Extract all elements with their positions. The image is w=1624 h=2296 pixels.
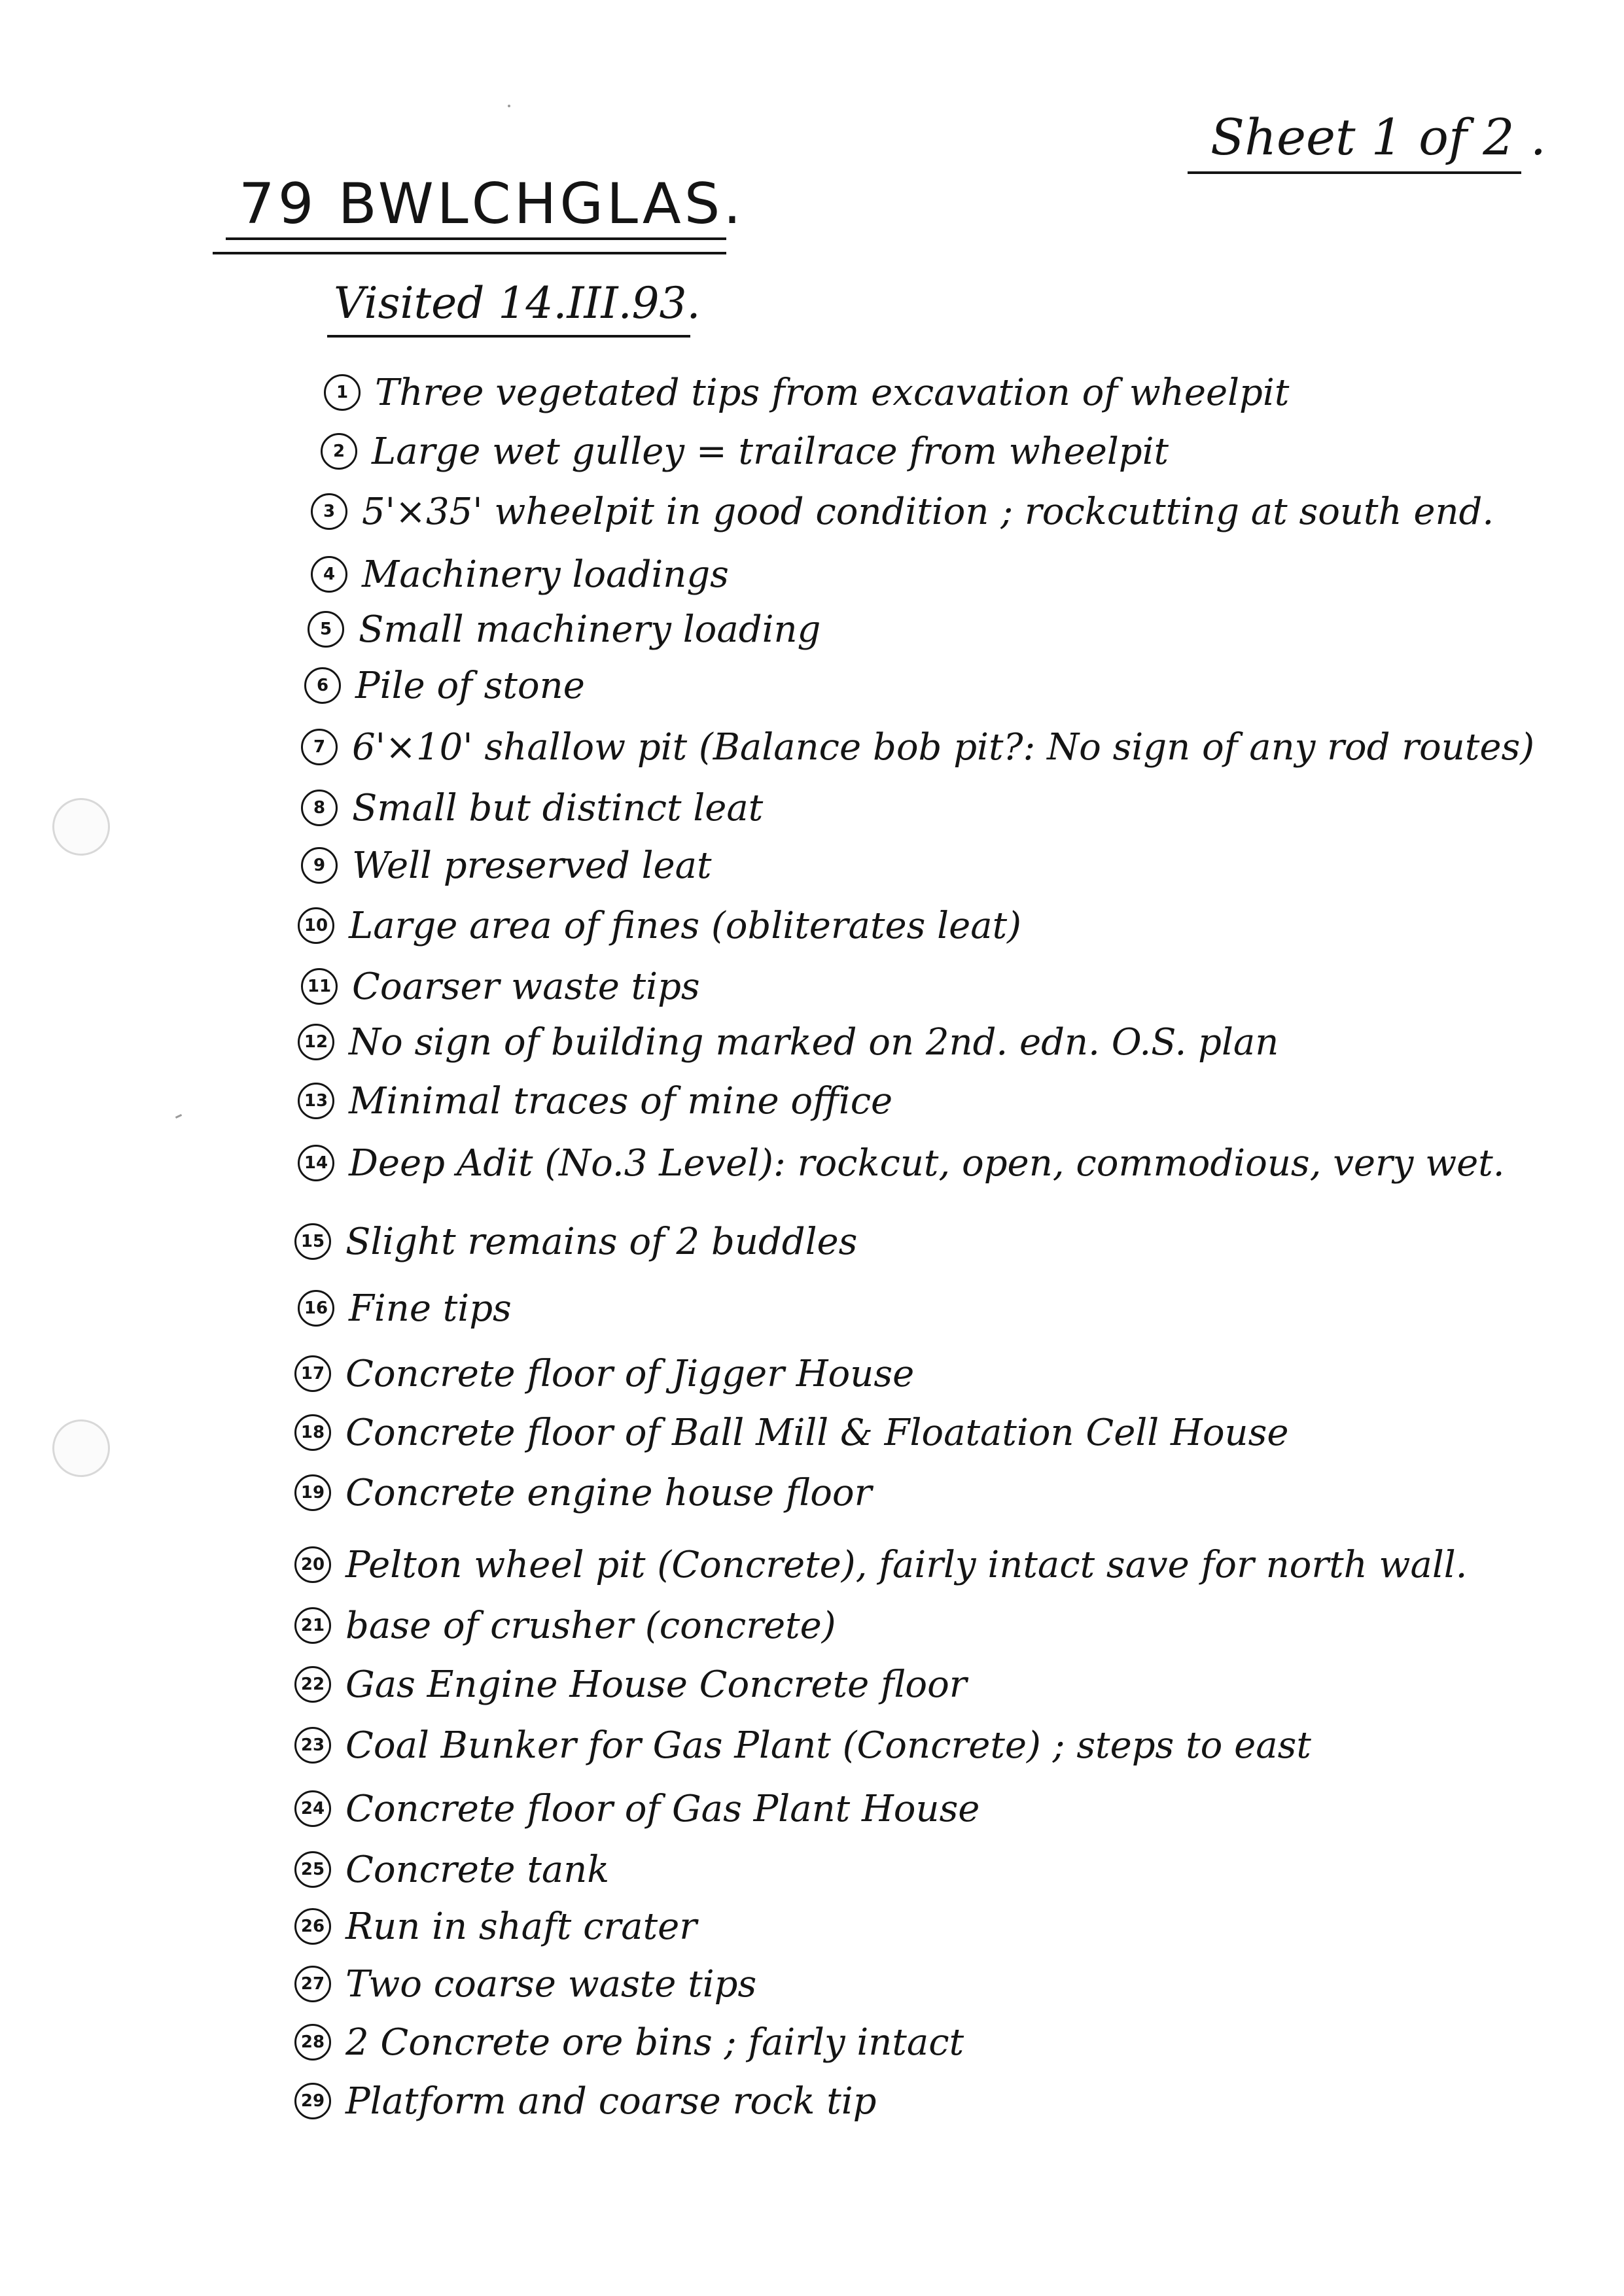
item-number: 20 [294,1546,331,1583]
sheet-number: Sheet 1 of 2 . [1210,108,1546,166]
visit-date: Visited 14.III.93. [334,278,701,328]
list-item [294,1783,980,1835]
list-item [294,2016,964,2068]
list-item [298,1282,512,1334]
item-number: 2 [321,433,357,470]
item-text: Run in shaft crater [345,1905,697,1948]
list-item [298,899,1021,952]
list-item [311,485,1494,538]
item-text: Machinery loadings [362,553,729,596]
list-item [321,425,1169,478]
list-item [304,659,585,712]
list-item [301,782,763,834]
item-number: 13 [298,1083,334,1119]
list-item [301,839,712,892]
item-text: Minimal traces of mine office [349,1079,893,1122]
list-item [294,2075,876,2127]
item-number: 11 [301,968,338,1005]
item-number: 21 [294,1607,331,1644]
list-item [294,1843,609,1896]
item-text: Concrete engine house floor [345,1471,872,1514]
list-item [294,1958,756,2010]
item-number: 25 [294,1851,331,1888]
list-item [294,1348,914,1400]
list-item [301,960,700,1013]
item-text: Large area of fines (obliterates leat) [349,904,1021,947]
item-number: 7 [301,729,338,765]
item-number: 22 [294,1666,331,1703]
item-number: 16 [298,1290,334,1327]
list-item [308,603,821,655]
list-item [298,1075,892,1127]
item-number: 14 [298,1145,334,1181]
item-number: 17 [294,1355,331,1392]
list-item [294,1599,836,1652]
item-text: 5'×35' wheelpit in good condition ; rockcutting at south end. [362,490,1494,533]
list-item [301,721,1534,773]
list-item [311,548,729,600]
item-text: Coarser waste tips [352,965,700,1008]
list-item [294,1900,697,1953]
item-number: 1 [324,374,361,411]
list-item [298,1137,1505,1189]
list-item [298,1016,1279,1068]
item-text: 2 Concrete ore bins ; fairly intact [345,2021,964,2064]
list-item [294,1658,967,1711]
item-text: Gas Engine House Concrete floor [345,1663,967,1706]
item-text: Concrete floor of Ball Mill & Floatation Cell House [345,1411,1289,1454]
item-number: 28 [294,2024,331,2061]
item-number: 24 [294,1790,331,1827]
item-text: Small machinery loading [359,608,821,651]
item-number: 26 [294,1908,331,1945]
item-number: 3 [311,493,347,530]
page-title: 79 BWLCHGLAS. [239,171,745,237]
item-text: Well preserved leat [352,844,712,887]
item-text: Coal Bunker for Gas Plant (Concrete) ; steps to east [345,1724,1311,1767]
item-text: Pelton wheel pit (Concrete), fairly intact save for north wall. [345,1543,1468,1586]
item-text: Concrete floor of Jigger House [345,1352,915,1395]
item-number: 6 [304,667,341,704]
item-number: 5 [308,611,344,648]
item-number: 9 [301,847,338,884]
item-number: 8 [301,790,338,826]
item-text: Large wet gulley = trailrace from wheelpit [372,430,1169,473]
list-item [294,1539,1467,1591]
item-number: 12 [298,1024,334,1060]
item-text: Small but distinct leat [352,786,764,829]
item-number: 27 [294,1966,331,2002]
item-text: 6'×10' shallow pit (Balance bob pit?: No sign of any rod routes) [352,725,1535,769]
item-text: Deep Adit (No.3 Level): rockcut, open, commodious, very wet. [349,1141,1505,1185]
item-text: Slight remains of 2 buddles [345,1220,858,1263]
item-text: Pile of stone [355,664,585,707]
item-text: Two coarse waste tips [345,1962,757,2006]
list-item [294,1719,1311,1771]
item-number: 19 [294,1474,331,1511]
item-number: 29 [294,2083,331,2119]
item-number: 10 [298,907,334,944]
item-text: Concrete floor of Gas Plant House [345,1787,980,1830]
item-number: 18 [294,1414,331,1451]
list-item [324,366,1289,419]
item-number: 15 [294,1223,331,1260]
item-text: Fine tips [349,1287,512,1330]
list-item [294,1406,1288,1459]
item-text: Platform and coarse rock tip [345,2079,877,2123]
item-text: Concrete tank [345,1848,610,1891]
item-text: No sign of building marked on 2nd. edn. O.S. plan [349,1020,1279,1064]
item-number: 4 [311,556,347,593]
list-item [294,1215,857,1268]
item-number: 23 [294,1727,331,1764]
item-text: base of crusher (concrete) [345,1604,836,1647]
list-item [294,1467,872,1519]
item-text: Three vegetated tips from excavation of wheelpit [375,371,1290,414]
